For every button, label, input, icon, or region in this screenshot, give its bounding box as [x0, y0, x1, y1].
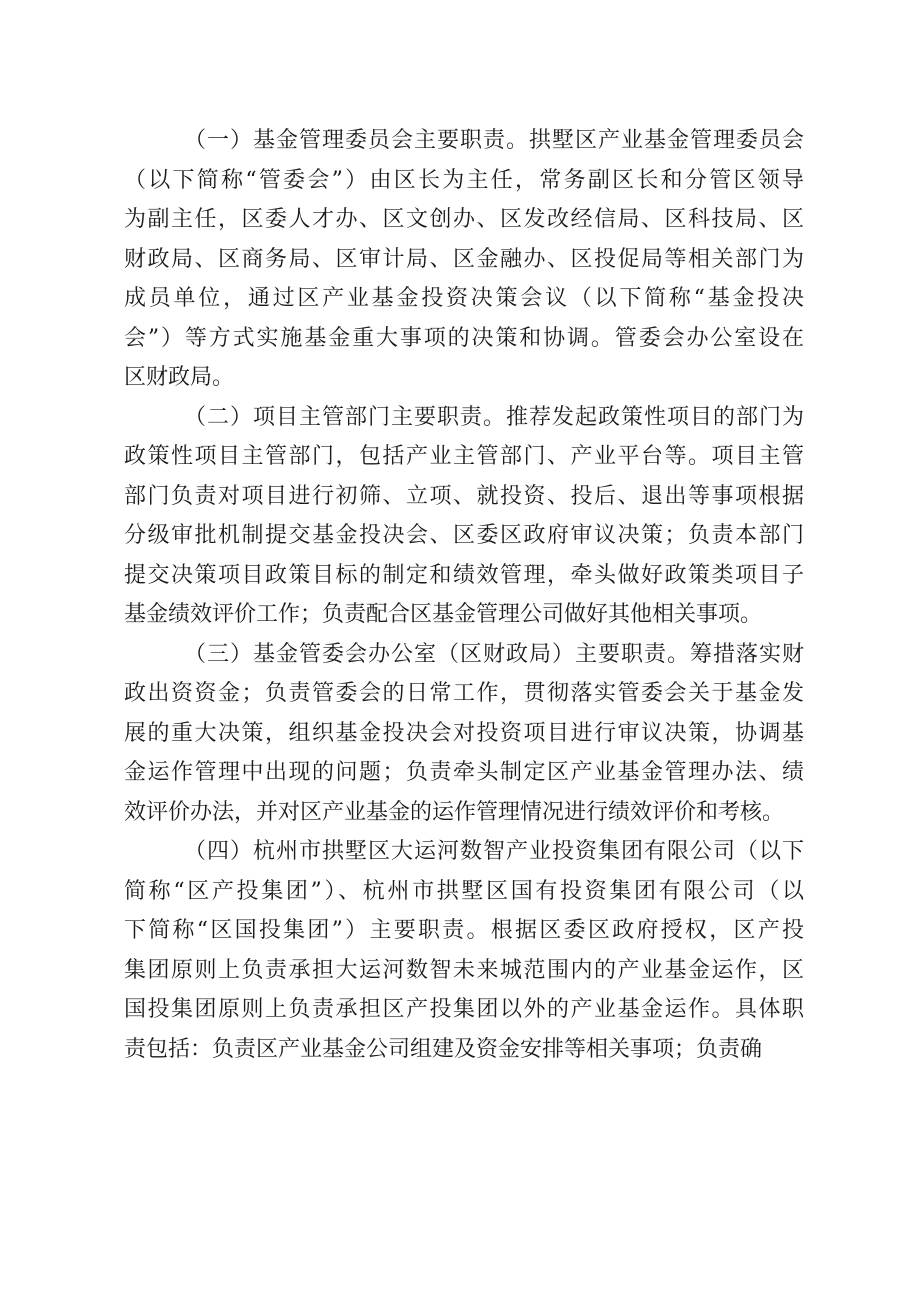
- text-line: 政策性项目主管部门，包括产业主管部门、产业平台等。项目主管: [124, 444, 804, 469]
- text-line: 展的重大决策，组织基金投决会对投资项目进行审议决策，协调基: [124, 720, 804, 746]
- paragraph: [124, 635, 804, 833]
- text-line: （四）杭州市拱墅区大运河数智产业投资集团有限公司（以下: [184, 839, 804, 864]
- document-body: [124, 121, 804, 1069]
- text-line: 区财政局。: [124, 365, 235, 390]
- paragraph: [124, 832, 804, 1069]
- text-line: 分级审批机制提交基金投决会、区委区政府审议决策；负责本部门: [124, 523, 804, 548]
- paragraph: [124, 121, 804, 398]
- text-line: （以下简称“管委会”）由区长为主任，常务副区长和分管区领导: [124, 167, 804, 193]
- text-line: 提交决策项目政策目标的制定和绩效管理，牵头做好政策类项目子: [124, 562, 804, 588]
- text-line: 下简称“区国投集团”）主要职责。根据区委区政府授权，区产投: [124, 918, 804, 943]
- text-line: 责包括：负责区产业基金公司组建及资金安排等相关事项；负责确: [124, 1036, 763, 1062]
- paragraph: [124, 398, 804, 635]
- text-line: （二）项目主管部门主要职责。推荐发起政策性项目的部门为: [184, 404, 804, 430]
- text-line: 为副主任，区委人才办、区文创办、区发改经信局、区科技局、区: [124, 207, 804, 232]
- text-line: 部门负责对项目进行初筛、立项、就投资、投后、退出等事项根据: [124, 483, 804, 509]
- text-line: （三）基金管委会办公室（区财政局）主要职责。筹措落实财: [184, 641, 804, 667]
- text-line: 财政局、区商务局、区审计局、区金融办、区投促局等相关部门为: [124, 246, 804, 272]
- text-line: 金运作管理中出现的问题；负责牵头制定区产业基金管理办法、绩: [124, 760, 804, 785]
- text-line: 国投集团原则上负责承担区产投集团以外的产业基金运作。具体职: [124, 997, 804, 1022]
- text-line: （一）基金管理委员会主要职责。拱墅区产业基金管理委员会: [184, 128, 804, 153]
- text-line: 效评价办法，并对区产业基金的运作管理情况进行绩效评价和考核。: [124, 799, 785, 825]
- text-line: 会”）等方式实施基金重大事项的决策和协调。管委会办公室设在: [124, 325, 804, 351]
- text-line: 集团原则上负责承担大运河数智未来城范围内的产业基金运作，区: [124, 957, 804, 983]
- text-line: 简称“区产投集团”）、杭州市拱墅区国有投资集团有限公司（以: [124, 878, 804, 904]
- text-line: 基金绩效评价工作；负责配合区基金管理公司做好其他相关事项。: [124, 602, 763, 627]
- text-line: 成员单位，通过区产业基金投资决策会议（以下简称“基金投决: [124, 286, 804, 311]
- text-line: 政出资资金；负责管委会的日常工作，贯彻落实管委会关于基金发: [124, 681, 804, 706]
